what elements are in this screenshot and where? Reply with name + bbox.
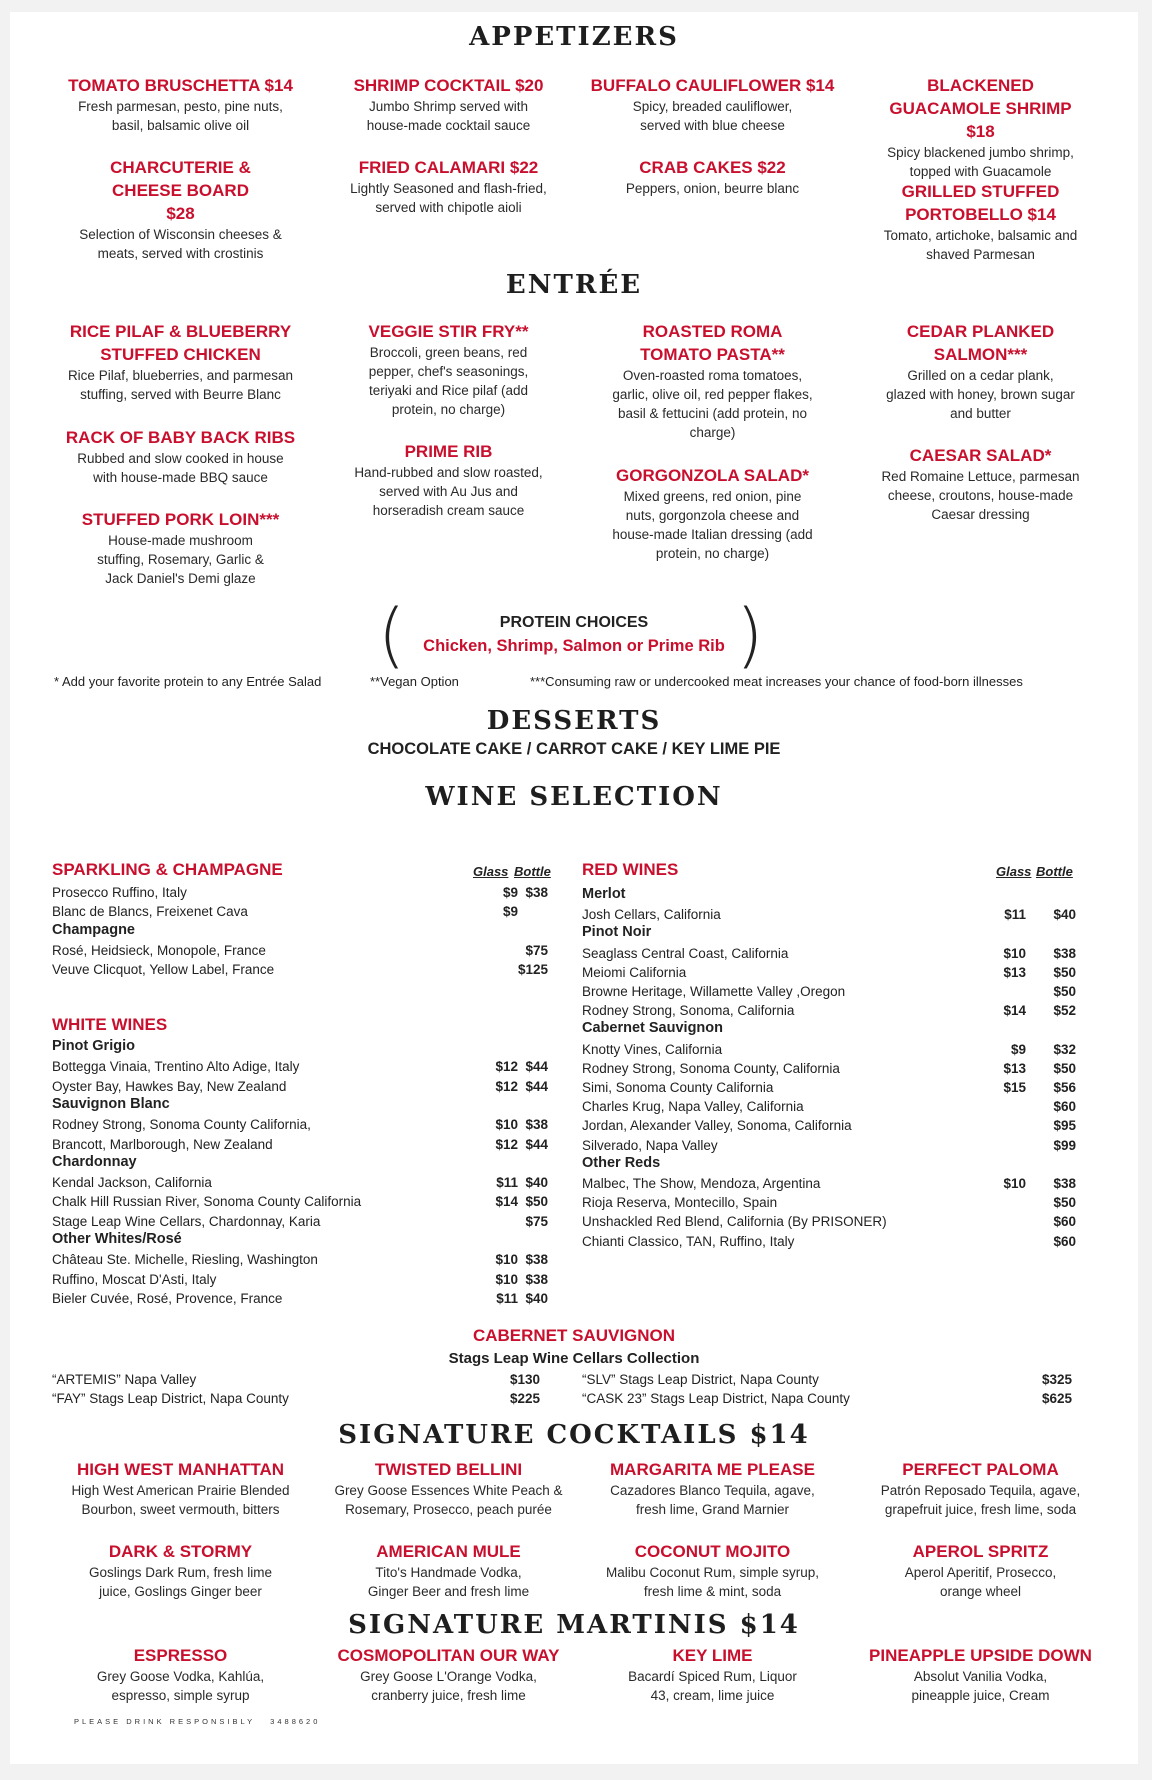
right-bracket: ) — [736, 594, 764, 676]
item-desc: High West American Prairie Blended Bourbon, sweet vermouth, bitters — [71, 1483, 290, 1517]
menu-item — [590, 1458, 835, 1519]
wine-name: Brancott, Marlborough, New Zealand — [52, 1136, 273, 1152]
glass-col-header: Glass — [996, 864, 1032, 879]
wine-name: Josh Cellars, California — [582, 907, 721, 923]
item-title: APEROL SPRITZ — [912, 1542, 1049, 1561]
bottle-price: $50 — [1053, 1195, 1076, 1211]
bottle-price: $44 — [525, 1059, 548, 1075]
wine-price: $130 — [509, 1372, 540, 1387]
cab-row — [582, 1370, 1082, 1389]
wine-name: Oyster Bay, Hawkes Bay, New Zealand — [52, 1078, 287, 1094]
menu-item — [858, 444, 1103, 524]
wine-group-label: Sauvignon Blanc — [52, 1095, 170, 1112]
bottle-price: $50 — [1053, 964, 1076, 980]
glass-price: $12 — [495, 1078, 518, 1094]
menu-item — [58, 1458, 303, 1519]
item-desc: Spicy, breaded cauliflower, served with blue cheese — [632, 99, 793, 133]
protein-choices: Chicken, Shrimp, Salmon or Prime Rib — [423, 637, 725, 655]
glass-price: $12 — [495, 1059, 518, 1075]
wine-group-label: Merlot — [582, 886, 626, 902]
item-desc: Hand-rubbed and slow roasted, served with Au Jus and horseradish cream sauce — [354, 465, 543, 518]
menu-page — [10, 12, 1138, 1764]
wine-price: $225 — [509, 1391, 540, 1406]
item-desc: Jumbo Shrimp served with house-made cocktail sauce — [366, 99, 531, 133]
bottle-col-header: Bottle — [514, 864, 551, 879]
item-desc: Bacardí Spiced Rum, Liquor 43, cream, lime juice — [628, 1669, 797, 1703]
wine-name: Bieler Cuvée, Rosé, Provence, France — [52, 1290, 283, 1306]
glass-col-header: Glass — [473, 864, 509, 879]
wine-price: $325 — [1041, 1372, 1072, 1387]
wine-name: Unshackled Red Blend, California (By PRISONER) — [582, 1214, 887, 1230]
footnote-vegan: **Vegan Option — [370, 674, 459, 689]
cab-title: CABERNET SAUVIGNON — [472, 1326, 676, 1345]
wine-name: Browne Heritage, Willamette Valley ,Oregon — [582, 984, 846, 999]
menu-item — [58, 1644, 303, 1705]
item-title: COCONUT MOJITO — [634, 1542, 791, 1561]
glass-price: $10 — [495, 1117, 518, 1133]
menu-item — [858, 320, 1103, 423]
item-desc: Rice Pilaf, blueberries, and parmesan stuffing, served with Beurre Blanc — [67, 368, 294, 402]
desserts-heading: DESSERTS — [486, 706, 662, 736]
item-desc: Tomato, artichoke, balsamic and shaved Parmesan — [883, 228, 1078, 262]
footnote-salad: * Add your favorite protein to any Entrée Salad — [54, 674, 322, 689]
wine-name: Rodney Strong, Sonoma County, California — [582, 1060, 840, 1076]
item-desc: Grey Goose Essences White Peach & Rosemary, Prosecco, peach purée — [334, 1483, 563, 1517]
item-title: KEY LIME — [672, 1646, 753, 1665]
red-title: RED WINES — [582, 860, 679, 879]
glass-price: $13 — [1003, 964, 1026, 980]
wine-name: Charles Krug, Napa Valley, California — [582, 1099, 804, 1115]
item-title: MARGARITA ME PLEASE — [610, 1460, 815, 1479]
left-bracket: ( — [378, 594, 406, 676]
wine-group-label: Cabernet Sauvignon — [582, 1020, 723, 1037]
bottle-price: $40 — [1053, 907, 1076, 923]
wine-name: “SLV” Stags Leap District, Napa County — [582, 1372, 819, 1387]
bottle-price: $99 — [1053, 1137, 1076, 1153]
item-title: TOMATO BRUSCHETTA $14 — [68, 76, 293, 95]
item-desc: Patrón Reposado Tequila, agave, grapefruit juice, fresh lime, soda — [880, 1483, 1081, 1517]
wine-group-label: Other Reds — [582, 1154, 661, 1171]
item-desc: Rubbed and slow cooked in house with house-made BBQ sauce — [77, 451, 284, 485]
item-title: VEGGIE STIR FRY** — [368, 322, 529, 341]
item-title: STUFFED PORK LOIN*** — [81, 510, 280, 529]
bottle-price: $38 — [1053, 1176, 1076, 1191]
item-title: CRAB CAKES $22 — [639, 158, 786, 177]
item-title: COSMOPOLITAN OUR WAY — [337, 1646, 560, 1665]
glass-price: $10 — [495, 1271, 518, 1287]
item-desc: Broccoli, green beans, red pepper, chef's seasonings, teriyaki and Rice pilaf (add protein, no charge) — [368, 345, 529, 417]
menu-item — [590, 1540, 835, 1601]
item-desc: Malibu Coconut Rum, simple syrup, fresh lime & mint, soda — [605, 1565, 820, 1599]
menu-item — [590, 74, 835, 135]
protein-box — [410, 612, 738, 658]
wine-name: Jordan, Alexander Valley, Sonoma, California — [582, 1118, 852, 1134]
protein-label: PROTEIN CHOICES — [499, 614, 649, 631]
item-title: RICE PILAF & BLUEBERRY STUFFED CHICKEN — [69, 322, 292, 364]
bottle-price: $125 — [517, 962, 548, 978]
bottle-price: $38 — [525, 885, 548, 900]
wine-name: Blanc de Blancs, Freixenet Cava — [52, 904, 248, 920]
item-desc: Goslings Dark Rum, fresh lime juice, Goslings Ginger beer — [88, 1565, 273, 1599]
wine-name: Simi, Sonoma County California — [582, 1080, 774, 1095]
bottle-price: $52 — [1053, 1003, 1076, 1019]
wine-group-label: Pinot Grigio — [52, 1038, 135, 1054]
wine-name: Chalk Hill Russian River, Sonoma County California — [52, 1194, 362, 1210]
wine-name: Knotty Vines, California — [582, 1041, 723, 1057]
bottle-price: $60 — [1053, 1233, 1076, 1249]
wine-name: “ARTEMIS” Napa Valley — [52, 1372, 197, 1387]
item-desc: Spicy blackened jumbo shrimp, topped with Guacamole — [887, 145, 1074, 179]
cab-subtitle: Stags Leap Wine Cellars Collection — [448, 1350, 700, 1367]
wine-name: Rioja Reserva, Montecillo, Spain — [582, 1195, 778, 1211]
item-desc: Oven-roasted roma tomatoes, garlic, olive oil, red pepper flakes, basil & fettucini (add protein, no charge) — [612, 368, 813, 440]
bottle-price: $40 — [525, 1290, 548, 1306]
bottle-price: $75 — [525, 1213, 548, 1229]
item-title: BUFFALO CAULIFLOWER $14 — [590, 76, 835, 95]
glass-price: $11 — [496, 1175, 518, 1191]
bottle-price: $38 — [525, 1252, 548, 1268]
wine-name: Rosé, Heidsieck, Monopole, France — [52, 942, 266, 958]
bottle-price: $56 — [1053, 1080, 1076, 1095]
wine-name: Veuve Clicquot, Yellow Label, France — [52, 962, 275, 978]
wine-group-label: Pinot Noir — [582, 924, 652, 941]
menu-item — [326, 440, 571, 520]
wine-name: Prosecco Ruffino, Italy — [52, 885, 187, 900]
wine-name: Rodney Strong, Sonoma County California, — [52, 1117, 311, 1133]
menu-item — [858, 74, 1103, 181]
footer-note: PLEASE DRINK RESPONSIBLY 3488620 — [74, 1717, 321, 1726]
menu-item — [58, 74, 303, 135]
item-title: ESPRESSO — [133, 1646, 228, 1665]
wine-name: Bottegga Vinaia, Trentino Alto Adige, Italy — [52, 1059, 300, 1075]
item-title: CEDAR PLANKED SALMON*** — [906, 322, 1055, 364]
glass-price: $9 — [502, 885, 518, 900]
bottle-price: $44 — [525, 1078, 548, 1094]
glass-price: $15 — [1003, 1080, 1026, 1095]
item-title: PRIME RIB — [404, 442, 493, 461]
glass-price: $14 — [495, 1194, 518, 1210]
menu-item — [590, 464, 835, 563]
item-title: TWISTED BELLINI — [374, 1460, 523, 1479]
menu-item — [326, 74, 571, 135]
martinis-heading: SIGNATURE MARTINIS $14 — [348, 1610, 800, 1640]
bottle-price: $32 — [1053, 1041, 1076, 1057]
bottle-price: $95 — [1053, 1118, 1076, 1134]
wine-name: Ruffino, Moscat D'Asti, Italy — [52, 1271, 217, 1287]
item-title: FRIED CALAMARI $22 — [358, 158, 539, 177]
bottle-price: $60 — [1053, 1099, 1076, 1115]
glass-price: $10 — [1003, 1176, 1026, 1191]
wine-group-label: Chardonnay — [52, 1153, 137, 1170]
bottle-price: $38 — [525, 1271, 548, 1287]
glass-price: $10 — [1003, 945, 1026, 961]
wine-heading: WINE SELECTION — [425, 782, 723, 812]
entree-heading: ENTRÉE — [505, 270, 643, 300]
item-desc: Aperol Aperitif, Prosecco, orange wheel — [904, 1565, 1057, 1599]
menu-item — [58, 320, 303, 404]
item-desc: Tito's Handmade Vodka, Ginger Beer and fresh lime — [367, 1565, 530, 1599]
bottle-price: $75 — [525, 942, 548, 958]
glass-price: $11 — [496, 1290, 518, 1306]
glass-price: $11 — [1004, 907, 1026, 923]
menu-item — [58, 426, 303, 487]
sparkling-title: SPARKLING & CHAMPAGNE — [52, 860, 283, 879]
wine-price: $625 — [1041, 1391, 1072, 1406]
menu-item — [590, 156, 835, 198]
wine-name: “FAY” Stags Leap District, Napa County — [52, 1391, 289, 1406]
item-title: SHRIMP COCKTAIL $20 — [353, 76, 544, 95]
item-desc: Selection of Wisconsin cheeses & meats, served with crostinis — [79, 227, 282, 261]
wine-name: Rodney Strong, Sonoma, California — [582, 1003, 795, 1019]
menu-item — [858, 1540, 1103, 1601]
bottle-price: $40 — [525, 1175, 548, 1191]
footnote-raw: ***Consuming raw or undercooked meat increases your chance of food-born illnesses — [530, 674, 1023, 689]
menu-item — [858, 1644, 1103, 1705]
wine-name: Meiomi California — [582, 964, 687, 980]
glass-price: $9 — [502, 904, 518, 920]
menu-item — [58, 156, 303, 263]
wine-name: Seaglass Central Coast, California — [582, 945, 789, 961]
item-title: CHARCUTERIE & CHEESE BOARD $28 — [110, 158, 251, 223]
item-desc: Absolut Vanilia Vodka, pineapple juice, Cream — [911, 1669, 1050, 1703]
bottle-price: $38 — [525, 1117, 548, 1133]
cocktails-heading: SIGNATURE COCKTAILS $14 — [338, 1420, 810, 1450]
item-title: BLACKENED GUACAMOLE SHRIMP $18 — [889, 76, 1072, 141]
item-desc: Fresh parmesan, pesto, pine nuts, basil, balsamic olive oil — [78, 99, 283, 133]
item-title: GRILLED STUFFED PORTOBELLO $14 — [901, 182, 1060, 224]
cab-row — [582, 1389, 1082, 1408]
wine-section-title: WHITE WINES — [52, 1015, 168, 1034]
desserts-list: CHOCOLATE CAKE / CARROT CAKE / KEY LIME PIE — [367, 740, 781, 758]
wine-name: Malbec, The Show, Mendoza, Argentina — [582, 1176, 821, 1191]
menu-item — [326, 1644, 571, 1705]
item-desc: Red Romaine Lettuce, parmesan cheese, croutons, house-made Caesar dressing — [881, 469, 1080, 522]
bottle-price: $50 — [525, 1194, 548, 1210]
bottle-price: $60 — [1053, 1214, 1076, 1230]
wine-name: Silverado, Napa Valley — [582, 1137, 718, 1153]
wine-group-label: Other Whites/Rosé — [52, 1231, 182, 1247]
bottle-price: $44 — [525, 1136, 548, 1152]
item-desc: Lightly Seasoned and flash-fried, served with chipotle aioli — [350, 181, 547, 215]
glass-price: $10 — [495, 1252, 518, 1268]
item-title: GORGONZOLA SALAD* — [616, 466, 809, 485]
item-title: DARK & STORMY — [108, 1542, 253, 1561]
menu-item — [58, 1540, 303, 1601]
bottle-price: $50 — [1053, 984, 1076, 999]
item-title: ROASTED ROMA TOMATO PASTA** — [640, 322, 785, 364]
item-title: AMERICAN MULE — [376, 1542, 521, 1561]
item-desc: Grey Goose Vodka, Kahlúa, espresso, simple syrup — [96, 1669, 265, 1703]
item-desc: Mixed greens, red onion, pine nuts, gorgonzola cheese and house-made Italian dressing (add protein, no charge) — [612, 489, 813, 561]
menu-item — [590, 320, 835, 442]
glass-price: $9 — [1010, 1041, 1026, 1057]
item-desc: Peppers, onion, beurre blanc — [625, 181, 800, 196]
wine-name: Stage Leap Wine Cellars, Chardonnay, Karia — [52, 1213, 321, 1229]
wine-name: Kendal Jackson, California — [52, 1175, 212, 1191]
glass-price: $13 — [1003, 1060, 1026, 1076]
menu-item — [58, 508, 303, 588]
item-desc: Grey Goose L'Orange Vodka, cranberry juice, fresh lime — [360, 1669, 537, 1703]
menu-item — [858, 180, 1103, 264]
appetizers-heading: APPETIZERS — [469, 22, 679, 52]
bottle-price: $50 — [1053, 1060, 1076, 1076]
item-title: PINEAPPLE UPSIDE DOWN — [869, 1646, 1092, 1665]
menu-item — [326, 320, 571, 419]
menu-item — [326, 1458, 571, 1519]
cab-row — [52, 1389, 546, 1408]
bottle-price: $38 — [1053, 945, 1076, 961]
menu-item — [326, 1540, 571, 1601]
bottle-col-header: Bottle — [1036, 864, 1073, 879]
glass-price: $14 — [1003, 1003, 1026, 1019]
wine-name: Chianti Classico, TAN, Ruffino, Italy — [582, 1233, 795, 1249]
item-title: HIGH WEST MANHATTAN — [76, 1460, 285, 1479]
item-title: PERFECT PALOMA — [902, 1460, 1059, 1479]
item-desc: Grilled on a cedar plank, glazed with honey, brown sugar and butter — [886, 368, 1075, 421]
item-title: RACK OF BABY BACK RIBS — [65, 428, 296, 447]
wine-group-label: Champagne — [52, 921, 135, 938]
menu-item — [326, 156, 571, 217]
glass-price: $12 — [495, 1136, 518, 1152]
item-desc: House-made mushroom stuffing, Rosemary, Garlic & Jack Daniel's Demi glaze — [97, 533, 264, 586]
item-title: CAESAR SALAD* — [909, 446, 1052, 465]
menu-item — [590, 1644, 835, 1705]
wine-name: “CASK 23” Stags Leap District, Napa County — [582, 1391, 850, 1406]
cab-row — [52, 1370, 546, 1389]
item-desc: Cazadores Blanco Tequila, agave, fresh lime, Grand Marnier — [610, 1483, 815, 1517]
menu-item — [858, 1458, 1103, 1519]
wine-name: Château Ste. Michelle, Riesling, Washington — [52, 1252, 318, 1268]
